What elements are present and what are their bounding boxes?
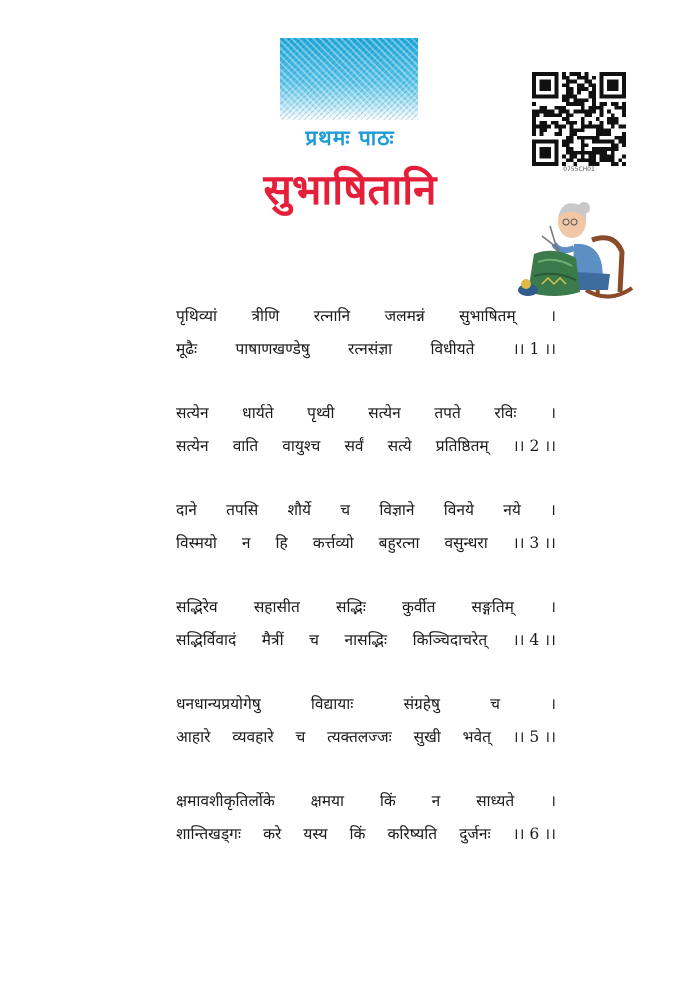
verse-word: च (309, 631, 319, 649)
verse-word: सत्येन (368, 404, 401, 422)
verse-word: धनधान्यप्रयोगेषु (176, 695, 261, 713)
verse-word: त्यक्तलज्जः (327, 728, 392, 746)
verse-word: न (431, 792, 441, 810)
verse-word: सुखी (413, 728, 441, 746)
verse-word: क्षमावशीकृतिर्लोके (176, 792, 275, 810)
verse-line (176, 527, 556, 560)
verse-word: वायुश्च (282, 437, 321, 455)
verse-number: ।। 5 ।। (512, 728, 556, 746)
verse-line (176, 430, 556, 463)
verse (176, 300, 556, 366)
verse-line (176, 818, 556, 851)
verse-word: करिष्यति (387, 825, 438, 843)
verse-list (176, 300, 556, 882)
verse-word: मैत्रीं (261, 631, 284, 649)
verse-word: व्यवहारे (232, 728, 274, 746)
verse-word: सुभाषितम् (459, 307, 516, 325)
verse-line (176, 300, 556, 333)
qr-code-label: 0755CH01 (563, 166, 595, 173)
verse-word: रत्नसंज्ञा (348, 340, 393, 358)
verse-word: सद्भिः (336, 598, 366, 616)
verse-word: दुर्जनः (459, 825, 491, 843)
verse-word: कर्त्तव्यो (312, 534, 354, 552)
header-decoration (280, 38, 418, 120)
verse (176, 688, 556, 754)
verse-word: च (340, 501, 351, 519)
grandmother-knitting-illustration (514, 192, 634, 304)
verse-word: भवेत् (462, 728, 491, 746)
verse-line (176, 333, 556, 366)
verse-word: धार्यते (242, 404, 274, 422)
verse-word: शान्तिखड्गः (176, 825, 242, 843)
danda: । (550, 792, 556, 810)
verse-word: आहारे (176, 728, 211, 746)
verse-word: बहुरत्ना (378, 534, 420, 552)
verse-word: किञ्चिदाचरेत् (412, 631, 488, 649)
verse-word: सत्ये (387, 437, 412, 455)
verse-word: प्रतिष्ठितम् (435, 437, 489, 455)
verse (176, 397, 556, 463)
verse-word: साध्यते (476, 792, 515, 810)
verse-word: नासद्भिः (344, 631, 388, 649)
verse-line (176, 397, 556, 430)
verse-word: शौर्ये (287, 501, 312, 519)
verse-word: सर्वं (344, 437, 364, 455)
verse-word: करे (263, 825, 282, 843)
verse-word: दाने (176, 501, 197, 519)
verse-word: सहासीत (253, 598, 300, 616)
verse-word: किं (349, 825, 366, 843)
danda: । (550, 307, 556, 325)
lesson-number: प्रथमः पाठः (305, 126, 395, 150)
verse-word: च (295, 728, 306, 746)
verse-word: हि (275, 534, 288, 552)
danda: । (550, 404, 556, 422)
verse-number: ।। 2 ।। (512, 437, 556, 455)
verse-word: सत्येन (176, 437, 209, 455)
verse-word: वाति (232, 437, 259, 455)
verse-word: न (241, 534, 251, 552)
verse (176, 785, 556, 851)
verse-word: सद्भिरेव (176, 598, 218, 616)
verse-word: मूढैः (176, 340, 198, 358)
verse-line (176, 624, 556, 657)
verse-line (176, 721, 556, 754)
verse-line (176, 688, 556, 721)
verse-word: किं (379, 792, 396, 810)
verse-word: पाषाणखण्डेषु (235, 340, 310, 358)
verse (176, 591, 556, 657)
verse-word: नये (503, 501, 521, 519)
verse-word: विधीयते (430, 340, 475, 358)
verse-word: सत्येन (176, 404, 209, 422)
verse-word: वसुन्धरा (444, 534, 488, 552)
verse-number: ।। 6 ।। (512, 825, 556, 843)
verse-word: विनये (443, 501, 474, 519)
verse-word: जलमन्नं (384, 307, 425, 325)
verse-word: यस्य (303, 825, 328, 843)
verse-word: विद्यायाः (310, 695, 354, 713)
verse-number: ।। 4 ।। (512, 631, 556, 649)
verse-number: ।। 1 ।। (512, 340, 556, 358)
verse-word: तपते (434, 404, 461, 422)
verse-number: ।। 3 ।। (512, 534, 556, 552)
verse-word: पृथ्वी (307, 404, 335, 422)
verse-word: पृथिव्यां (176, 307, 218, 325)
danda: । (550, 695, 556, 713)
verse-word: संग्रहेषु (403, 695, 440, 713)
lesson-title: सुभाषितानि (263, 165, 437, 214)
verse-word: रत्नानि (313, 307, 351, 325)
verse-line (176, 494, 556, 527)
verse-word: सद्भिर्विवादं (176, 631, 237, 649)
verse-word: विज्ञाने (379, 501, 415, 519)
verse (176, 494, 556, 560)
verse-word: सङ्गतिम् (471, 598, 514, 616)
verse-word: रविः (494, 404, 517, 422)
danda: । (550, 501, 556, 519)
danda: । (550, 598, 556, 616)
verse-line (176, 591, 556, 624)
verse-word: कुर्वीत (402, 598, 436, 616)
verse-word: च (490, 695, 500, 713)
verse-word: तपसि (226, 501, 259, 519)
verse-word: त्रीणि (251, 307, 280, 325)
verse-word: क्षमया (310, 792, 344, 810)
qr-code-icon[interactable] (532, 72, 626, 166)
verse-word: विस्मयो (176, 534, 217, 552)
verse-line (176, 785, 556, 818)
